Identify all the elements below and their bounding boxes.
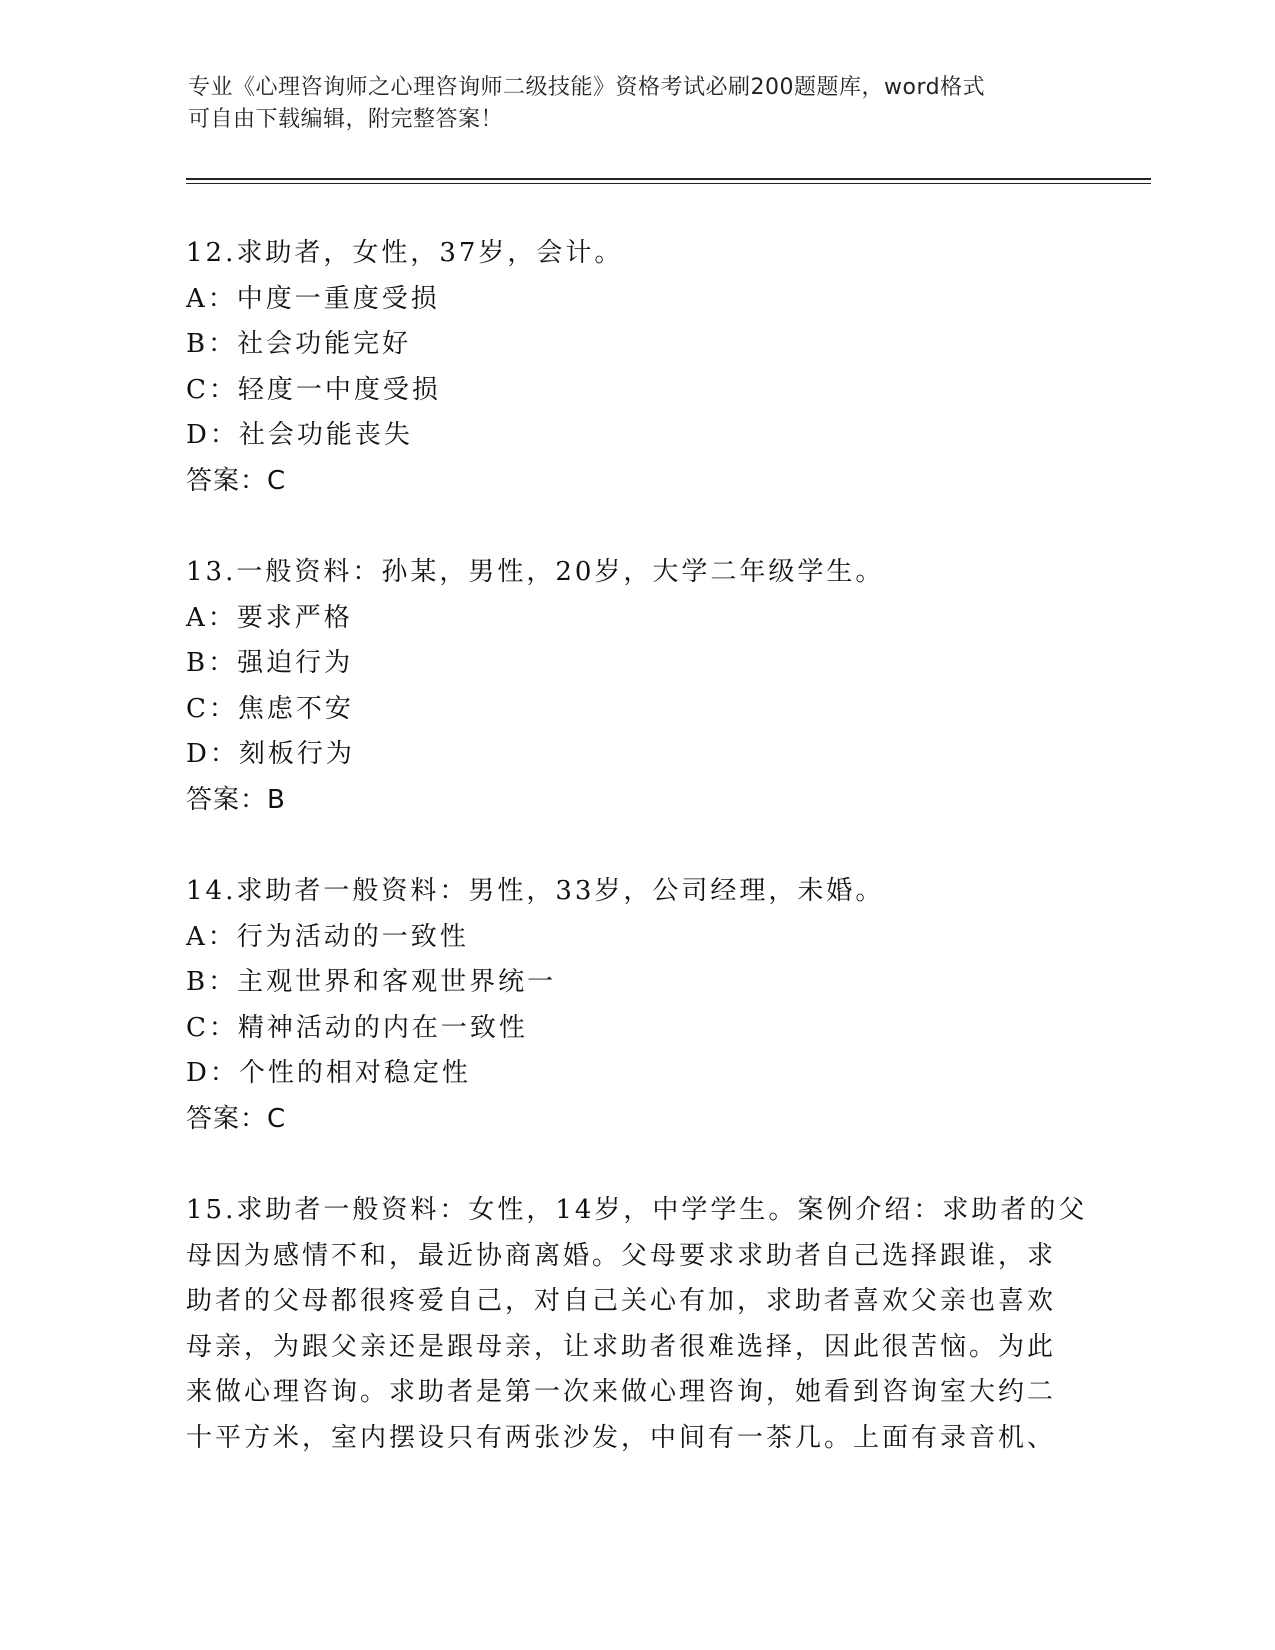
stem-line: 15.求助者一般资料：女性，14岁，中学学生。案例介绍：求助者的父 <box>186 1195 1088 1225</box>
question-13 <box>186 550 1086 823</box>
option-c: C：轻度一中度受损 <box>186 374 441 405</box>
option-b: B：主观世界和客观世界统一 <box>186 967 557 997</box>
header-divider-thick <box>186 178 1151 180</box>
answer: 答案：C <box>186 1103 287 1134</box>
option-b: B：社会功能完好 <box>186 329 412 359</box>
question-12 <box>186 231 1086 504</box>
option-a: A：中度一重度受损 <box>186 283 440 314</box>
question-stem: 14.求助者一般资料：男性，33岁，公司经理，未婚。 <box>186 876 885 906</box>
question-stem: 13.一般资料：孙某，男性，20岁，大学二年级学生。 <box>186 557 885 587</box>
option-b: B：强迫行为 <box>186 648 354 678</box>
stem-line: 母亲，为跟父亲还是跟母亲，让求助者很难选择，因此很苦恼。为此 <box>186 1331 1057 1362</box>
question-list <box>186 231 1086 1507</box>
question-15 <box>186 1188 1086 1461</box>
header-line-2: 可自由下载编辑，附完整答案！ <box>188 107 504 132</box>
answer: 答案：C <box>186 465 287 496</box>
answer: 答案：B <box>186 784 286 815</box>
stem-line: 十平方米，室内摆设只有两张沙发，中间有一茶几。上面有录音机、 <box>186 1422 1057 1453</box>
option-a: A：行为活动的一致性 <box>186 921 469 952</box>
question-14 <box>186 869 1086 1142</box>
option-d: D：刻板行为 <box>186 739 355 769</box>
stem-line: 助者的父母都很疼爱自己，对自己关心有加，求助者喜欢父亲也喜欢 <box>186 1286 1057 1316</box>
option-c: C：精神活动的内在一致性 <box>186 1012 528 1043</box>
option-a: A：要求严格 <box>186 602 353 633</box>
option-d: D：个性的相对稳定性 <box>186 1058 471 1088</box>
stem-line: 母因为感情不和，最近协商离婚。父母要求求助者自己选择跟谁，求 <box>186 1240 1057 1271</box>
stem-line: 来做心理咨询。求助者是第一次来做心理咨询，她看到咨询室大约二 <box>186 1377 1057 1407</box>
document-header <box>188 72 1088 136</box>
header-line-1: 专业《心理咨询师之心理咨询师二级技能》资格考试必刷200题题库，word格式 <box>188 75 986 100</box>
header-divider-thin <box>186 183 1151 184</box>
option-d: D：社会功能丧失 <box>186 420 413 450</box>
option-c: C：焦虑不安 <box>186 693 354 724</box>
question-stem: 12.求助者，女性，37岁，会计。 <box>186 238 624 268</box>
question-stem <box>186 1188 1086 1461</box>
